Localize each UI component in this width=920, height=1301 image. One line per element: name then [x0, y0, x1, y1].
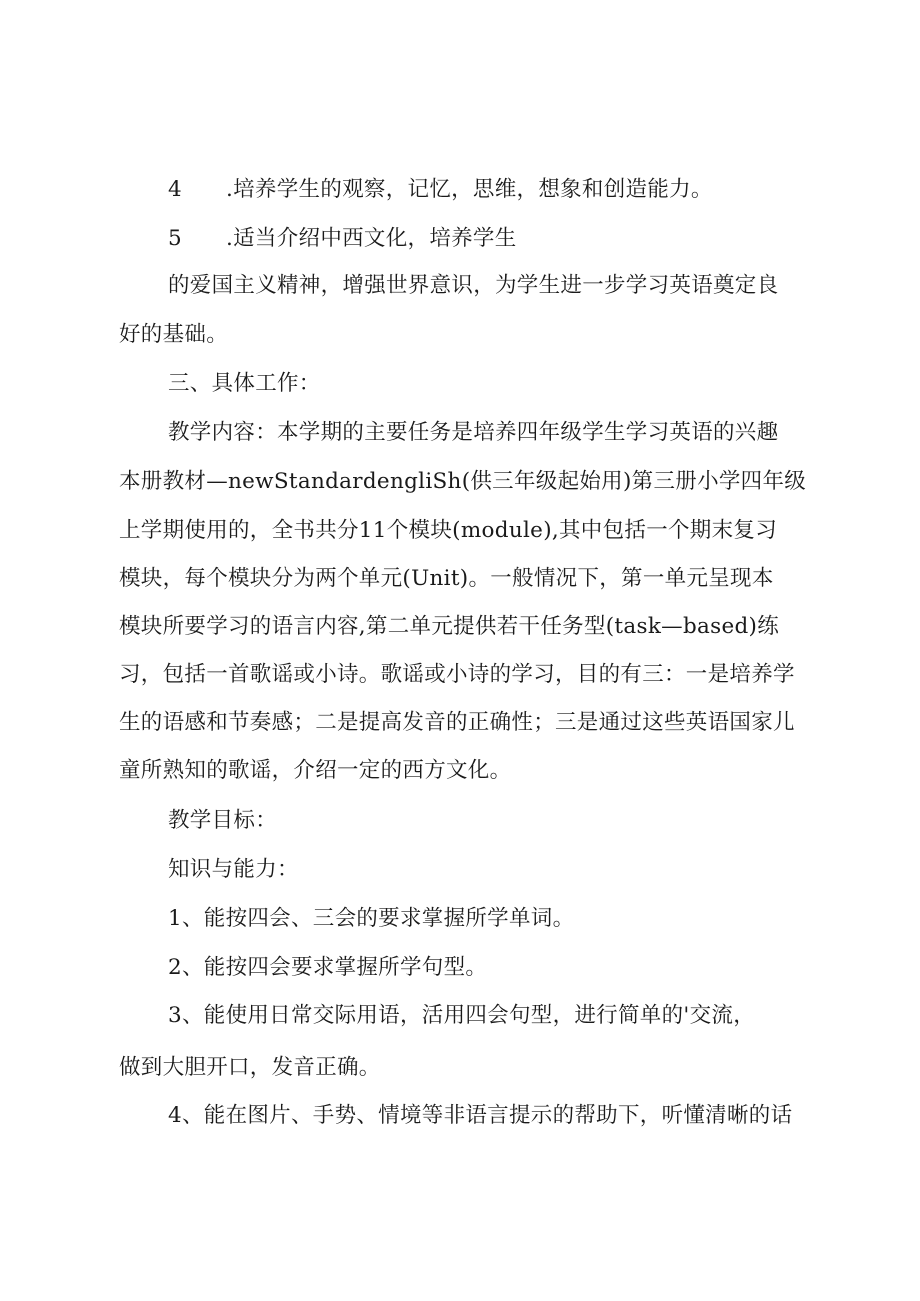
list-item: 3、能使用日常交际用语，活用四会句型，进行简单的'交流， — [168, 1003, 755, 1028]
paragraph-line: 好的基础。 — [119, 322, 229, 347]
list-number: 5 — [168, 226, 182, 251]
paragraph-line: 童所熟知的歌谣，介绍一定的西方文化。 — [119, 758, 512, 783]
subheading: 教学目标： — [168, 808, 278, 833]
paragraph-line: 模块，每个模块分为两个单元(Unit)。一般情况下，第一单元呈现本 — [119, 566, 774, 591]
list-text: .培养学生的观察，记忆，思维，想象和创造能力。 — [226, 177, 713, 202]
paragraph-line: 教学内容：本学期的主要任务是培养四年级学生学习英语的兴趣 — [168, 420, 779, 445]
paragraph-line: 上学期使用的，全书共分11个模块(module),其中包括一个期末复习 — [119, 518, 778, 543]
paragraph-line: 模块所要学习的语言内容,第二单元提供若干任务型(task—based)练 — [119, 614, 780, 639]
section-heading: 三、具体工作： — [168, 371, 321, 396]
list-text: .适当介绍中西文化，培养学生 — [226, 226, 517, 251]
list-number: 4 — [168, 177, 182, 202]
list-item-5 — [168, 224, 517, 254]
list-item: 2、能按四会要求掌握所学句型。 — [168, 955, 488, 980]
paragraph-line: 习，包括一首歌谣或小诗。歌谣或小诗的学习，目的有三：一是培养学 — [119, 662, 795, 687]
paragraph-line: 的爱国主义精神，增强世界意识，为学生进一步学习英语奠定良 — [168, 273, 779, 298]
list-item-4 — [168, 175, 713, 205]
list-item: 1、能按四会、三会的要求掌握所学单词。 — [168, 906, 575, 931]
paragraph-line: 本册教材—newStandardengliSh(供三年级起始用)第三册小学四年级 — [119, 469, 807, 494]
subheading: 知识与能力： — [168, 857, 299, 882]
paragraph-line: 做到大胆开口，发音正确。 — [119, 1055, 381, 1080]
list-item: 4、能在图片、手势、情境等非语言提示的帮助下，听懂清晰的话 — [168, 1103, 793, 1128]
paragraph-line: 生的语感和节奏感；二是提高发音的正确性；三是通过这些英语国家儿 — [119, 710, 795, 735]
